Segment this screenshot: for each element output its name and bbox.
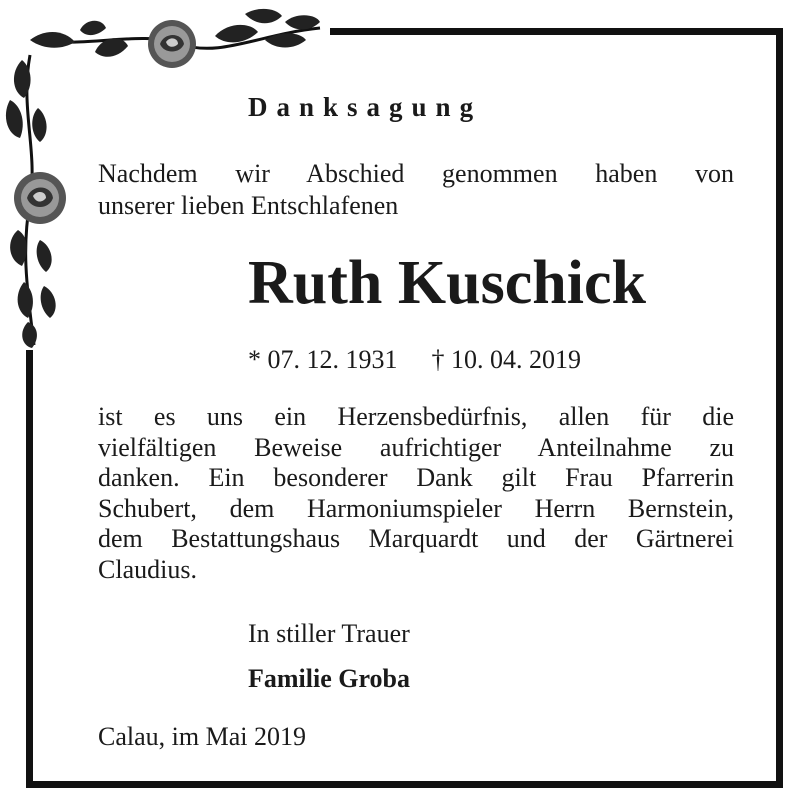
frame-top-border [330, 28, 782, 35]
birth-date: * 07. 12. 1931 [248, 345, 398, 374]
paragraph-line: Schubert, dem Harmoniumspieler Herrn Bernstein, [98, 493, 734, 523]
frame-left-border [26, 350, 33, 788]
frame-bottom-border [26, 781, 783, 788]
paragraph-line: dem Bestattungshaus Marquardt und der Gärtnerei [98, 524, 734, 553]
intro-line: Nachdem wir Abschied genommen haben von [98, 159, 734, 188]
death-date: † 10. 04. 2019 [431, 345, 581, 374]
deceased-name: Ruth Kuschick [248, 249, 646, 317]
frame-right-border [776, 28, 783, 788]
intro-line: unserer lieben Entschlafenen [98, 191, 399, 220]
paragraph-line: vielfältigen Beweise aufrichtiger Anteilnahme zu [98, 432, 734, 462]
thanks-paragraph [98, 402, 734, 585]
intro-text [98, 158, 734, 222]
paragraph-line: Claudius. [98, 554, 197, 584]
closing-phrase: In stiller Trauer [248, 619, 410, 648]
family-signature: Familie Groba [248, 664, 411, 693]
notice-heading: Danksagung [248, 92, 483, 122]
place-date: Calau, im Mai 2019 [98, 722, 306, 751]
life-dates [248, 345, 581, 375]
paragraph-line: ist es uns ein Herzensbedürfnis, allen für die [98, 402, 734, 431]
paragraph-line: danken. Ein besonderer Dank gilt Frau Pfarrerin [98, 463, 734, 492]
